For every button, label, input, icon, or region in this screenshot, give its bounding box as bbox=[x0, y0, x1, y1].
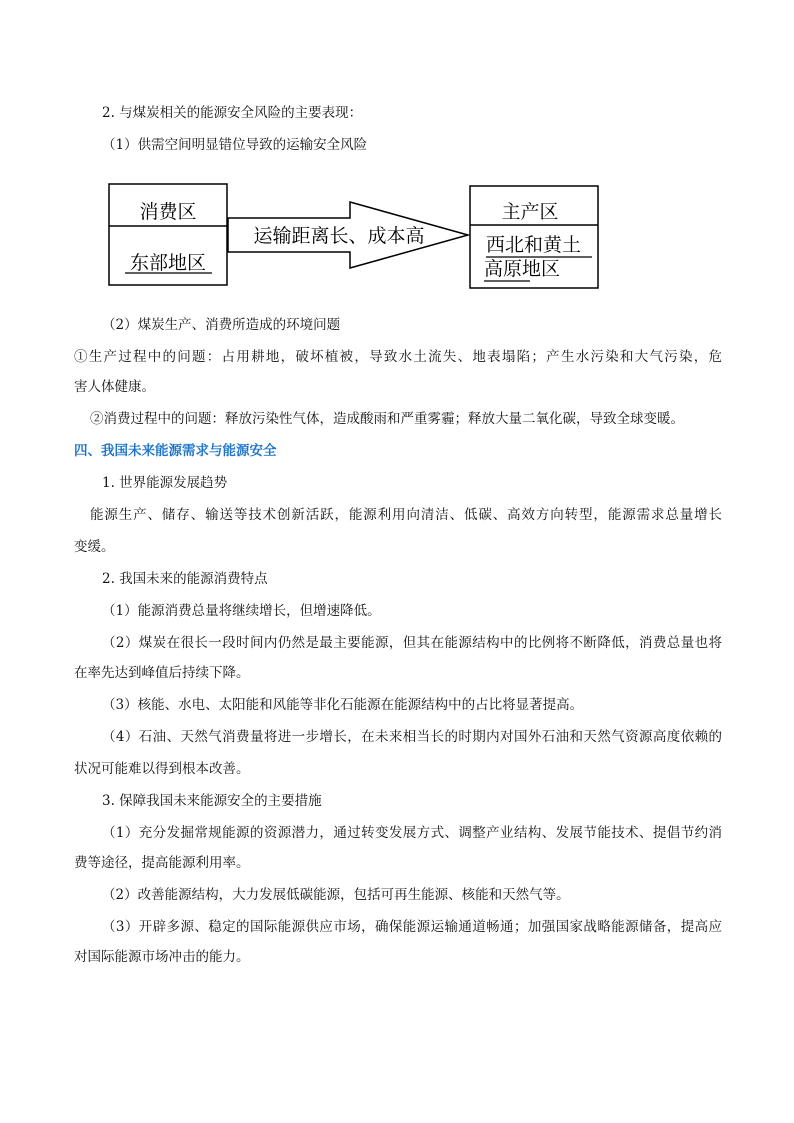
section-2-title: 2. 与煤炭相关的能源安全风险的主要表现： bbox=[102, 105, 363, 121]
production-area-label: 主产区 bbox=[501, 201, 559, 223]
northwest-label-line1: 西北和黄土 bbox=[486, 234, 582, 256]
s4-1-body-line1: 能源生产、储存、输送等技术创新活跃，能源利用向清洁、低碳、高效方向转型，能源需求总量增长 bbox=[90, 507, 722, 523]
s4-3-point-1-line2: 费等途径，提高能源利用率。 bbox=[74, 855, 250, 871]
subsection-1-title: （1）供需空间明显错位导致的运输安全风险 bbox=[102, 137, 368, 153]
s4-3-point-3-line1: （3）开辟多源、稳定的国际能源供应市场，确保能源运输通道畅通；加强国家战略能源储备，提高应 bbox=[102, 919, 722, 935]
env-production-line2: 害人体健康。 bbox=[74, 379, 155, 395]
s4-2-point-4-line2: 状况可能难以得到根本改善。 bbox=[74, 761, 250, 777]
transport-risk-diagram bbox=[0, 0, 794, 300]
s4-2-point-2-line1: （2）煤炭在很长一段时间内仍然是最主要能源，但其在能源结构中的比例将不断降低，消费总量也将 bbox=[102, 635, 722, 651]
northwest-label-line2: 高原地区 bbox=[484, 258, 561, 280]
s4-3-point-2: （2）改善能源结构，大力发展低碳能源，包括可再生能源、核能和天然气等。 bbox=[102, 887, 570, 903]
env-production-line1: ①生产过程中的问题：占用耕地，破坏植被，导致水土流失、地表塌陷；产生水污染和大气污染，危 bbox=[74, 349, 722, 365]
s4-1-title: 1. 世界能源发展趋势 bbox=[102, 475, 228, 491]
arrow-label: 运输距离长、成本高 bbox=[253, 225, 425, 247]
s4-1-body-line2: 变缓。 bbox=[74, 539, 115, 555]
s4-2-point-2-line2: 在率先达到峰值后持续下降。 bbox=[74, 665, 250, 681]
subsection-2-title: （2）煤炭生产、消费所造成的环境问题 bbox=[102, 317, 341, 333]
s4-3-point-3-line2: 对国际能源市场冲击的能力。 bbox=[74, 949, 250, 965]
s4-3-point-1-line1: （1）充分发掘常规能源的资源潜力，通过转变发展方式、调整产业结构、发展节能技术、提倡节约消 bbox=[102, 825, 722, 841]
section-4-heading: 四、我国未来能源需求与能源安全 bbox=[74, 443, 277, 459]
s4-2-point-1: （1）能源消费总量将继续增长，但增速降低。 bbox=[102, 603, 381, 619]
s4-2-title: 2. 我国未来的能源消费特点 bbox=[102, 571, 268, 587]
s4-2-point-3: （3）核能、水电、太阳能和风能等非化石能源在能源结构中的占比将显著提高。 bbox=[102, 697, 584, 713]
consumption-area-label: 消费区 bbox=[139, 201, 197, 223]
env-consumption: ②消费过程中的问题：释放污染性气体，造成酸雨和严重雾霾；释放大量二氧化碳，导致全球变暖。 bbox=[90, 411, 684, 427]
s4-2-point-4-line1: （4）石油、天然气消费量将进一步增长，在未来相当长的时期内对国外石油和天然气资源高度依赖的 bbox=[102, 729, 722, 745]
s4-3-title: 3. 保障我国未来能源安全的主要措施 bbox=[102, 793, 322, 809]
east-region-label: 东部地区 bbox=[129, 252, 207, 274]
